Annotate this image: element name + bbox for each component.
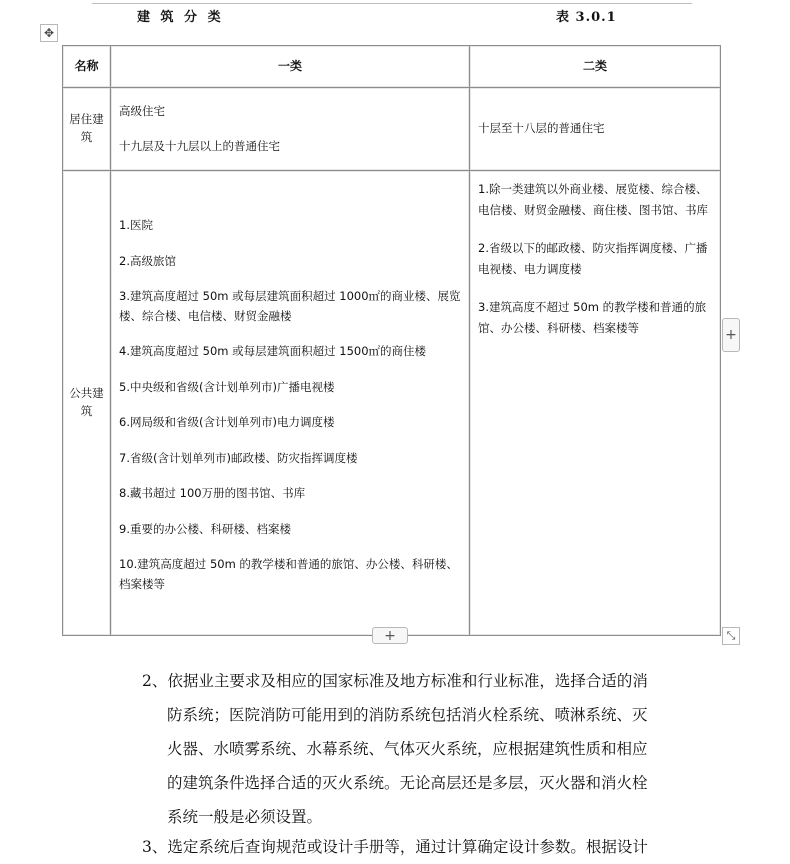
- table-row-residential: [63, 88, 721, 171]
- header-name[interactable]: 名称: [63, 46, 111, 88]
- list-item: 十层至十八层的普通住宅: [478, 121, 605, 136]
- list-item: 1.医院: [119, 218, 153, 232]
- paragraph-line: 的建筑条件选择合适的灭火系统。无论高层还是多层，灭火器和消火栓: [167, 774, 648, 792]
- table-number: 表 3.0.1: [556, 10, 617, 25]
- list-item: 8.藏书超过 100万册的图书馆、书库: [119, 486, 306, 500]
- move-icon: ✥: [43, 26, 55, 40]
- list-item: 6.网局级和省级(含计划单列市)电力调度楼: [119, 415, 335, 429]
- paragraph-2[interactable]: [142, 664, 672, 834]
- list-item: 十九层及十九层以上的普通住宅: [119, 138, 280, 153]
- add-row-button[interactable]: [372, 627, 408, 644]
- list-item: 4.建筑高度超过 50m 或每层建筑面积超过 1500㎡的商住楼: [119, 344, 427, 358]
- table-move-handle[interactable]: [40, 24, 58, 42]
- header-class1[interactable]: 一类: [111, 46, 470, 88]
- table-header-row: [63, 46, 721, 88]
- list-item: 3.建筑高度不超过 50m 的教学楼和普通的旅馆、办公楼、科研楼、档案楼等: [478, 300, 707, 335]
- paragraph-line: 系统一般是必须设置。: [167, 808, 323, 826]
- paragraph-number: 3、: [142, 838, 168, 856]
- plus-icon: +: [384, 627, 396, 644]
- list-item: 高级住宅: [119, 103, 165, 118]
- table-resize-handle[interactable]: [722, 627, 740, 645]
- list-item: 9.重要的办公楼、科研楼、档案楼: [119, 521, 291, 536]
- paragraph-line: 防系统；医院消防可能用到的消防系统包括消火栓系统、喷淋系统、灭: [167, 706, 648, 724]
- add-column-button[interactable]: [722, 318, 740, 352]
- row-label-residential[interactable]: 居住建筑: [63, 88, 111, 171]
- paragraph-3[interactable]: [142, 830, 672, 864]
- cell-residential-class1[interactable]: [111, 88, 470, 171]
- table-row-public: [63, 171, 721, 636]
- row-label-public[interactable]: 公共建筑: [63, 171, 111, 636]
- page-top-border: [92, 0, 692, 4]
- table-caption: 建 筑 分 类: [137, 10, 224, 25]
- list-item: 5.中央级和省级(含计划单列市)广播电视楼: [119, 379, 335, 394]
- diagonal-resize-icon: ⤡: [726, 629, 736, 642]
- cell-public-class1[interactable]: [111, 171, 470, 636]
- paragraph-line: 火器、水喷雾系统、水幕系统、气体灭火系统，应根据建筑性质和相应: [167, 740, 648, 758]
- building-classification-table[interactable]: [62, 45, 721, 636]
- list-item: 1.除一类建筑以外商业楼、展览楼、综合楼、电信楼、财贸金融楼、商住楼、图书馆、书库: [478, 182, 708, 217]
- plus-icon: +: [725, 327, 737, 343]
- list-item: 2.省级以下的邮政楼、防灾指挥调度楼、广播电视楼、电力调度楼: [478, 241, 708, 276]
- paragraph-line: 依据业主要求及相应的国家标准及地方标准和行业标准，选择合适的消: [167, 672, 648, 690]
- header-class2[interactable]: 二类: [470, 46, 721, 88]
- list-item: 2.高级旅馆: [119, 253, 176, 268]
- paragraph-line: 选定系统后查询规范或设计手册等，通过计算确定设计参数。根据设计: [167, 838, 648, 856]
- list-item: 7.省级(含计划单列市)邮政楼、防灾指挥调度楼: [119, 450, 358, 465]
- list-item: 3.建筑高度超过 50m 或每层建筑面积超过 1000㎡的商业楼、展览楼、综合楼、电信楼、财贸金融楼: [119, 289, 461, 323]
- cell-residential-class2[interactable]: [470, 88, 721, 171]
- cell-public-class2[interactable]: [470, 171, 721, 636]
- paragraph-number: 2、: [142, 672, 168, 690]
- list-item: 10.建筑高度超过 50m 的教学楼和普通的旅馆、办公楼、科研楼、档案楼等: [119, 557, 458, 591]
